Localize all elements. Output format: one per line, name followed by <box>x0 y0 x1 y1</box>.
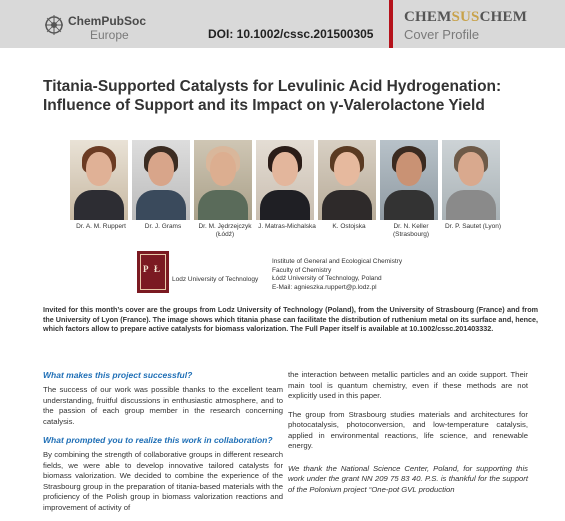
email-link[interactable]: E-Mail: agnieszka.ruppert@p.lodz.pl <box>272 283 377 291</box>
university-name: Lodz University of Technology <box>172 276 259 283</box>
author-card <box>132 140 194 231</box>
author-photo <box>442 140 500 220</box>
publisher-logo <box>44 12 204 44</box>
author-name: J. Matras-Michalska <box>258 223 316 230</box>
page-header <box>0 0 565 48</box>
body-paragraph: The group from Strasbourg studies materials and architectures for photocatalysis, photoconversion, and low-temperature catalysis, applied in environmental reactions, life science, and renewable energy. <box>288 409 528 450</box>
left-column <box>43 370 283 521</box>
address-line: Institute of General and Ecological Chemistry <box>272 258 403 265</box>
author-photo <box>380 140 438 220</box>
author-name: Dr. P. Sautet (Lyon) <box>444 223 501 230</box>
question-heading: What makes this project successful? <box>43 370 193 380</box>
article-title: Titania-Supported Catalysts for Levulinic Acid Hydrogenation: Influence of Support and its Impact on γ-Valerolactone Yield <box>43 78 502 114</box>
author-affiliation: (Strasbourg) <box>392 231 430 238</box>
chempubsoc-logo-icon <box>44 14 64 36</box>
author-card <box>70 140 132 231</box>
author-card <box>442 140 504 231</box>
author-name: Dr. N. Keller <box>393 223 429 230</box>
author-name: Dr. J. Grams <box>144 223 182 230</box>
university-logo <box>137 251 169 293</box>
author-card <box>318 140 380 231</box>
address-line: Łódź University of Technology, Poland <box>272 275 382 282</box>
body-paragraph: the interaction between metallic particles and an oxide support. Their main tool is quantum chemistry, even if these methods are not explicitly used in this paper. <box>288 370 528 400</box>
institution-address <box>272 258 402 292</box>
right-column <box>288 370 528 495</box>
journal-name-part1: CHEM <box>404 9 452 25</box>
journal-name-part2: SUS <box>451 9 480 25</box>
logo-letter-l: Ł <box>154 264 161 274</box>
author-card <box>194 140 256 239</box>
author-name: K. Ostojska <box>332 223 366 230</box>
author-photo <box>256 140 314 220</box>
author-card <box>256 140 318 231</box>
doi-text[interactable]: DOI: 10.1002/cssc.201500305 <box>208 27 374 41</box>
intro-paragraph: Invited for this month’s cover are the groups from Lodz University of Technology (Poland), from the University of Strasbourg (France) and from the University of Lyon (France). The image shows which titania phase can facilitate the distribution of ruthenium metal on its surface and, hence, which factors allow to prepare active catalysts for biomass valorization. The Full Paper itself is available at 10.1002/cssc.201403332. <box>43 305 538 334</box>
journal-name-part3: CHEM <box>479 9 528 25</box>
section-label: Cover Profile <box>404 27 480 42</box>
question-heading: What prompted you to realize this work in collaboration? <box>43 435 273 445</box>
author-photo <box>70 140 128 220</box>
address-line: Faculty of Chemistry <box>272 266 332 274</box>
publisher-name: ChemPubSoc <box>68 14 147 28</box>
author-photo <box>194 140 252 220</box>
logo-letter-p: P <box>143 264 149 274</box>
author-affiliation: (Łódź) <box>215 231 235 238</box>
author-name: Dr. A. M. Ruppert <box>76 223 126 230</box>
author-card <box>380 140 442 239</box>
acknowledgement: We thank the National Science Center, Poland, for supporting this work under the grant NN 209 75 83 40. P.S. is thankful for the support of the Polonium project “One-pot GVL production <box>288 463 528 494</box>
answer-paragraph: The success of our work was possible thanks to the excellent team understanding, fruitful discussions in enthusiastic atmosphere, and to the passion of each group member in the research concerning catalysis. <box>43 385 283 426</box>
publisher-sub: Europe <box>90 28 129 42</box>
brand-accent-bar <box>389 0 393 48</box>
author-photo <box>132 140 190 220</box>
author-name: Dr. M. Jędrzejczyk <box>198 223 252 230</box>
author-photo <box>318 140 376 220</box>
answer-paragraph: By combining the strength of collaborative groups in different research fields, we were able to develop innovative tailored catalysts for biomass valorization. We decided to combine the experience of the Strasbourg group in the preparation of titania-based materials with the proficiency of the Polish group in biomass valorization reactions and improvement of activity of <box>43 450 283 512</box>
journal-name <box>404 9 527 26</box>
